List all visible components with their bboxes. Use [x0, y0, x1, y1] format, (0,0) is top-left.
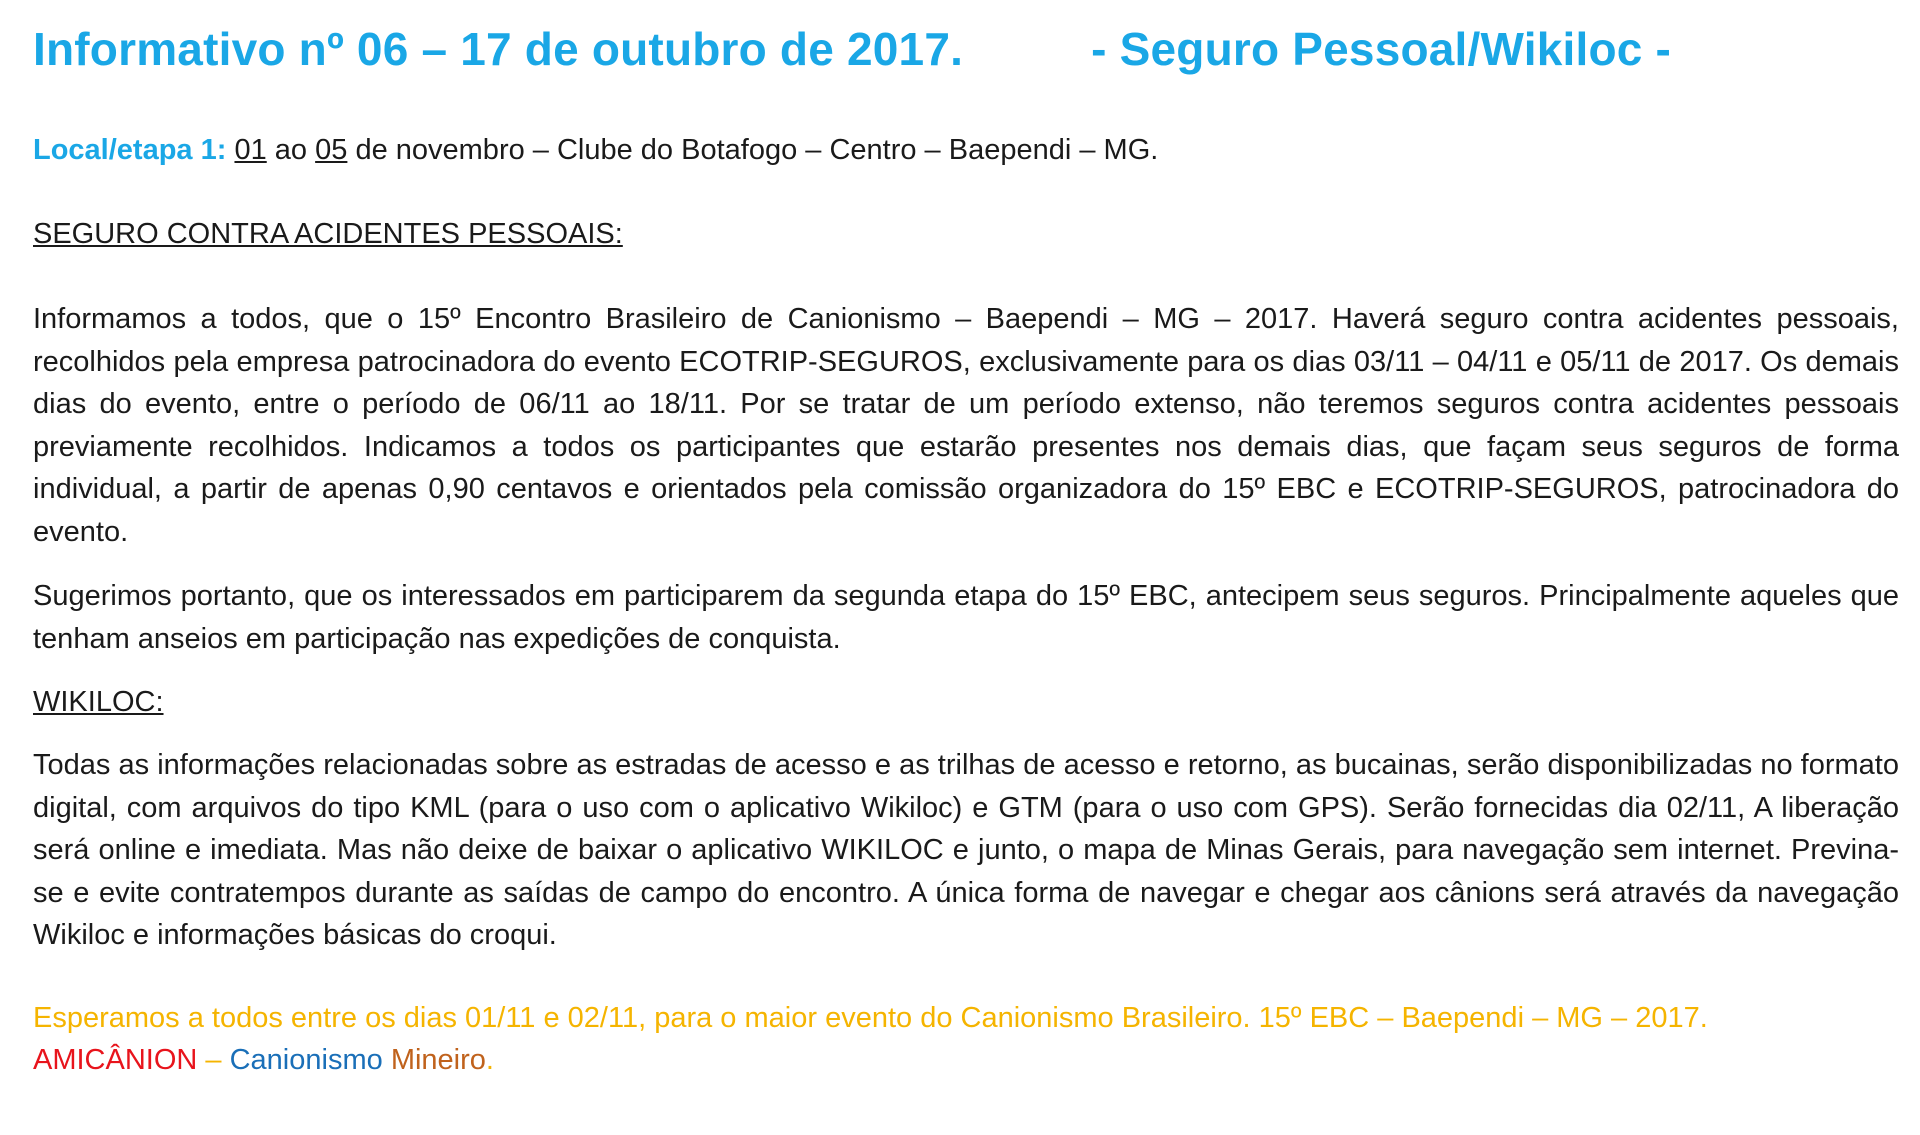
- seguro-paragraph-2: Sugerimos portanto, que os interessados em participarem da segunda etapa do 15º EBC, antecipem seus seguros. Principalmente aqueles que tenham anseios em participação nas expedições de conquista.: [33, 580, 1899, 655]
- title-informativo: Informativo nº 06 – 17 de outubro de 2017.: [33, 23, 964, 75]
- closing-message: Esperamos a todos entre os dias 01/11 e 02/11, para o maior evento do Canionismo Brasileiro. 15º EBC – Baependi – MG – 2017.: [33, 1001, 1708, 1034]
- signature-period: .: [485, 1044, 494, 1076]
- document-page: [33, 22, 1899, 1081]
- local-line: [33, 130, 1899, 170]
- local-day-end: 05: [315, 134, 348, 166]
- local-day-start: 01: [234, 134, 267, 166]
- signature-mineiro: Mineiro: [390, 1044, 486, 1076]
- signature-canionismo: Canionismo: [229, 1044, 383, 1076]
- seguro-paragraph-1: Informamos a todos, que o 15º Encontro Brasileiro de Canionismo – Baependi – MG – 2017. Haverá seguro contra acidentes pessoais, recolhidos pela empresa patrocinadora do evento ECOTRIP-SEGUROS, exclusivamente para os dias 03/11 – 04/11 e 05/11 de 2017. Os demais dias do evento, entre o período de 06/11 ao 18/11. Por se tratar de um período extenso, não teremos seguros contra acidentes pessoais previamente recolhidos. Indicamos a todos os participantes que estarão presentes nos demais dias, que façam seus seguros de forma individual, a partir de apenas 0,90 centavos e orientados pela comissão organizadora do 15º EBC e ECOTRIP-SEGUROS, patrocinadora do evento.: [33, 303, 1899, 548]
- signature-line: [33, 1039, 1899, 1081]
- seguro-heading: SEGURO CONTRA ACIDENTES PESSOAIS:: [33, 218, 623, 250]
- local-word-ao: ao: [274, 134, 308, 166]
- signature-amicanion: AMICÂNION: [33, 1044, 198, 1076]
- signature-dash: –: [205, 1044, 222, 1076]
- document-title: [33, 22, 1899, 86]
- wikiloc-paragraph: Todas as informações relacionadas sobre as estradas de acesso e as trilhas de acesso e retorno, as bucainas, serão disponibilizadas no formato digital, com arquivos do tipo KML (para o uso com o aplicativo Wikiloc) e GTM (para o uso com GPS). Serão fornecidas dia 02/11, A liberação será online e imediata. Mas não deixe de baixar o aplicativo WIKILOC e junto, o mapa de Minas Gerais, para navegação sem internet. Previna-se e evite contratempos durante as saídas de campo do encontro. A única forma de navegar e chegar aos cânions será através da navegação Wikiloc e informações básicas do croqui.: [33, 749, 1899, 951]
- local-rest: de novembro – Clube do Botafogo – Centro – Baependi – MG.: [355, 134, 1159, 166]
- local-label: Local/etapa 1:: [33, 134, 227, 166]
- title-subject: - Seguro Pessoal/Wikiloc -: [1091, 23, 1672, 75]
- wikiloc-heading: WIKILOC:: [33, 686, 164, 718]
